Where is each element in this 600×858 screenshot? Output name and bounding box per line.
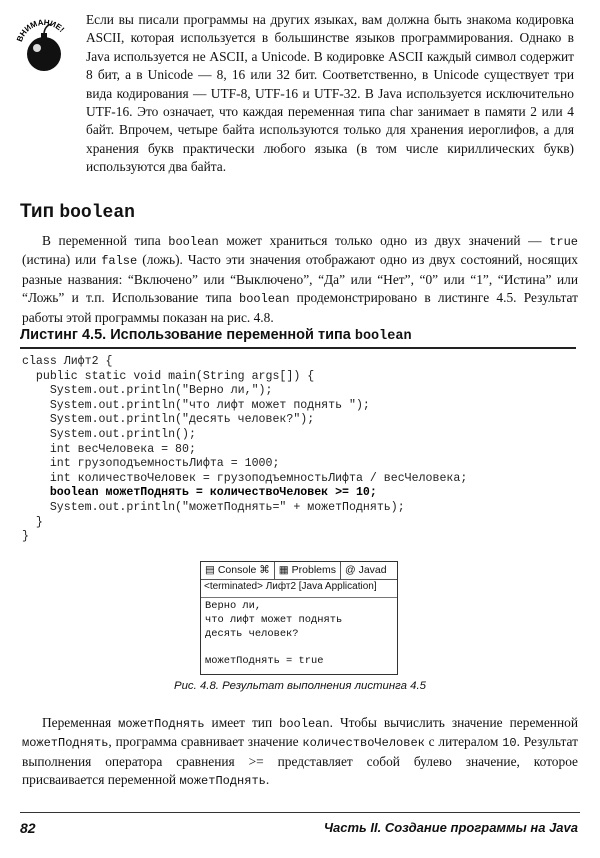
tab-console[interactable] xyxy=(201,562,275,579)
outro-text: имеет тип xyxy=(204,715,280,730)
outro-text: . xyxy=(265,772,270,788)
inline-code: boolean xyxy=(168,235,219,249)
output-line xyxy=(205,641,393,655)
intro-paragraph xyxy=(22,232,578,327)
code-line: int количествоЧеловек = грузоподъемностьЛифта / весЧеловека; xyxy=(22,471,468,485)
outro-text: . Чтобы вычислить значение переменной xyxy=(329,715,579,730)
warning-note-text: Если вы писали программы на других языках, вам должна быть знакома кодировка ASCII, которая используется в большинстве языков программирования. Однако в Java используется не ASCII, а Unicode. В кодировке ASCII каждый символ содержит 8 бит, а в Unicode — 8, 16 или 32 бит. Соответственно, в Unicode существует три вида кодирования — UTF-8, UTF-16 и UTF-32. В Java используется исключительно UTF-16. Это означает, что каждая переменная типа char занимает в памяти 2 или 4 байт. Впрочем, четыре байта используются только для хранения иероглифов, а для хранения букв практически любого языка (в том числе кириллических букв) используются два байта. xyxy=(86,12,574,175)
console-status: <terminated> Лифт2 [Java Application] xyxy=(201,580,397,598)
tab-label: @ Javad xyxy=(345,564,387,576)
inline-code: false xyxy=(101,254,138,269)
inline-code: 10 xyxy=(502,736,517,751)
inline-code: boolean xyxy=(279,717,330,731)
running-title: Часть II. Создание программы на Java xyxy=(323,820,578,835)
note-icon-label: ВНИМАНИЕ! xyxy=(15,17,67,43)
intro-text: может храниться только одно из двух значений — xyxy=(218,233,550,248)
listing-divider xyxy=(20,347,576,349)
inline-code: можетПоднять xyxy=(179,774,266,789)
tab-label: Problems xyxy=(291,564,336,576)
output-line: что лифт может поднять xyxy=(205,613,343,626)
figure-caption: Рис. 4.8. Результат выполнения листинга 4.5 xyxy=(174,680,426,692)
code-line-highlighted: boolean можетПоднять = количествоЧеловек >= 10; xyxy=(22,486,377,500)
code-line: public static void main(String args[]) { xyxy=(22,369,315,383)
listing-title-code: boolean xyxy=(354,329,412,344)
code-line: System.out.println("Верно ли,"); xyxy=(22,384,273,398)
outro-text: с литералом xyxy=(424,734,503,750)
output-line: Верно ли, xyxy=(205,600,262,612)
section-title-code: boolean xyxy=(59,203,135,223)
console-tab-bar xyxy=(201,562,397,580)
listing-title-text: Листинг 4.5. Использование переменной типа xyxy=(20,327,351,343)
console-icon: ▤ xyxy=(205,564,218,576)
outro-text: , программа сравнивает значение xyxy=(108,734,303,750)
code-line: int весЧеловека = 80; xyxy=(22,442,196,456)
code-line: class Лифт2 { xyxy=(22,355,113,368)
bomb-warning-icon xyxy=(15,14,73,80)
code-line: } xyxy=(22,515,43,529)
output-line: десять человек? xyxy=(205,627,299,640)
console-panel xyxy=(200,561,398,675)
code-line: System.out.println(); xyxy=(22,427,196,441)
code-line: } xyxy=(22,530,29,544)
inline-code: можетПоднять xyxy=(118,717,205,731)
intro-text: (ложь). Часто эти значения отображают одно из двух состояний, носящих разные названия: “Включено” или “Выключено”, “Да” или “Нет”, “0” или “1”, “Истина” или “Ложь” и т.п. Использование типа xyxy=(22,252,578,306)
footer-divider xyxy=(20,812,580,813)
code-line: int грузоподъемностьЛифта = 1000; xyxy=(22,457,280,471)
outro-paragraph xyxy=(22,714,578,791)
page-number: 82 xyxy=(20,820,36,836)
problems-icon: ▦ xyxy=(278,564,292,576)
intro-text: продемонстрировано в листинге 4.5. Результат работы этой программы показан на рис. 4.8. xyxy=(22,290,579,325)
tab-label: Console ⌘ xyxy=(217,564,270,576)
tab-problems[interactable] xyxy=(275,562,341,579)
section-title xyxy=(20,201,135,223)
section-title-text: Тип xyxy=(20,201,55,222)
tab-javadoc[interactable] xyxy=(341,562,391,579)
inline-code: true xyxy=(549,235,578,249)
code-listing xyxy=(22,355,467,545)
intro-text: (истина) или xyxy=(22,252,102,268)
outro-text: . Результат выполнения оператора сравнения >= представляет собой булево значение, которое присваивается переменной xyxy=(22,734,578,788)
inline-code: можетПоднять xyxy=(22,736,109,751)
outro-text: Переменная xyxy=(42,715,119,730)
console-output xyxy=(201,598,397,671)
code-line: System.out.println("десять человек?"); xyxy=(22,413,315,427)
code-line: System.out.println("можетПоднять=" + можетПоднять); xyxy=(22,500,405,514)
intro-text: В переменной типа xyxy=(42,233,169,248)
inline-code: количествоЧеловек xyxy=(302,736,425,751)
code-line: System.out.println("что лифт может поднять "); xyxy=(22,398,370,412)
listing-title xyxy=(20,327,412,344)
output-line: можетПоднять = true xyxy=(205,655,324,668)
inline-code: boolean xyxy=(239,292,290,307)
